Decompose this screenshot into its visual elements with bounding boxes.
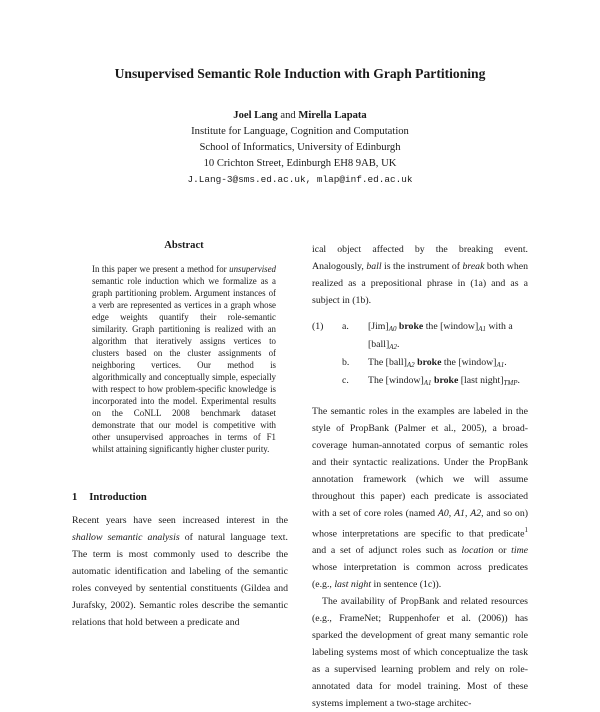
example-letter: a. bbox=[342, 321, 349, 332]
example-letter: b. bbox=[342, 357, 350, 368]
author-email-1[interactable]: J.Lang-3@sms.ed.ac.uk bbox=[187, 174, 306, 185]
example-list bbox=[312, 319, 528, 391]
section-heading-introduction bbox=[72, 492, 147, 503]
example-text: $[Jim]_{A0}$ broke the $[window]_{A1}$ with a $[ball]_{A2}$. bbox=[368, 321, 513, 351]
paper-title: Unsupervised Semantic Role Induction with Graph Partitioning bbox=[114, 66, 486, 81]
footnote-marker[interactable]: 1 bbox=[524, 526, 528, 534]
author-name-2: Mirella Lapata bbox=[298, 110, 367, 121]
abstract-body: In this paper we present a method for unsupervised semantic role induction which we formalize as a graph partitioning problem. Argument instances of a verb are represented as vertices in a graph whose edge weights quantify their role-semantic similarity. Graph partitioning is realized with an algorithm that iteratively assigns vertices to clusters based on the cluster assignments of neighboring vertices. Our method is algorithmically and conceptually simple, especially with respect to how problem-specific knowledge is incorporated into the model. Experimental results on the CoNLL 2008 benchmark dataset demonstrate that our model is competitive with other unsupervised approaches in terms of F1 whilst attaining significantly higher cluster purity. bbox=[92, 264, 276, 454]
section-title: Introduction bbox=[89, 492, 147, 503]
author-conjunction: and bbox=[280, 110, 296, 121]
example-text: The $[ball]_{A2}$ broke the $[window]_{A1}$. bbox=[368, 357, 507, 369]
author-school: School of Informatics, University of Edinburgh bbox=[199, 142, 401, 153]
author-emails: J.Lang-3@sms.ed.ac.uk, mlap@inf.ed.ac.uk bbox=[187, 174, 413, 185]
author-address: 10 Crichton Street, Edinburgh EH8 9AB, UK bbox=[203, 158, 397, 169]
section-number: 1 bbox=[72, 492, 78, 503]
author-names bbox=[0, 108, 600, 124]
paragraph-propbank: The semantic roles in the examples are labeled in the style of PropBank (Palmer et al., 2005), a broad-coverage human-annotated corpus of semantic roles and their syntactic realizations. Under the PropBank annotation framework (which we will assume throughout this paper) each predicate is associated with a set of core roles (named A0, A1, A2, and so on) whose interpretations are specific to that predicate$^1$ and a set of adjunct roles such as location or time whose interpretation is common across predicates (e.g., last night in sentence (1c)). bbox=[312, 406, 528, 591]
author-name-1: Joel Lang bbox=[233, 110, 278, 121]
example-letter: c. bbox=[342, 375, 349, 386]
example-number: (1) bbox=[312, 321, 324, 332]
author-institute: Institute for Language, Cognition and Computation bbox=[191, 126, 409, 137]
example-1b bbox=[312, 355, 528, 373]
right-column bbox=[312, 241, 528, 712]
abstract-heading: Abstract bbox=[164, 240, 204, 251]
author-block bbox=[0, 108, 600, 188]
example-text: The $[window]_{A1}$ broke [last $night]_{TMP}$. bbox=[368, 375, 520, 387]
example-1c bbox=[312, 373, 528, 391]
author-email-2[interactable]: mlap@inf.ed.ac.uk bbox=[316, 174, 413, 185]
example-1a bbox=[312, 319, 528, 355]
introduction-body: Recent years have seen increased interest in the shallow semantic analysis of natural language text. The term is most commonly used to describe the automatic identification and labeling of the semantic roles conveyed by sentential constituents (Gildea and Jurafsky, 2002). Semantic roles describe the semantic relations that hold between a predicate and bbox=[72, 515, 288, 628]
paragraph-continuation: ical object affected by the breaking event. Analogously, ball is the instrument of break both when realized as a prepositional phrase in (1a) and as a subject in (1b). bbox=[312, 244, 528, 306]
paragraph-availability: The availability of PropBank and related resources (e.g., FrameNet; Ruppenhofer et al. (2006)) has sparked the development of great many semantic role labeling systems most of which conceptualize the task as a supervised learning problem and rely on role-annotated data for model training. Most of these systems implement a two-stage architec- bbox=[312, 596, 528, 710]
